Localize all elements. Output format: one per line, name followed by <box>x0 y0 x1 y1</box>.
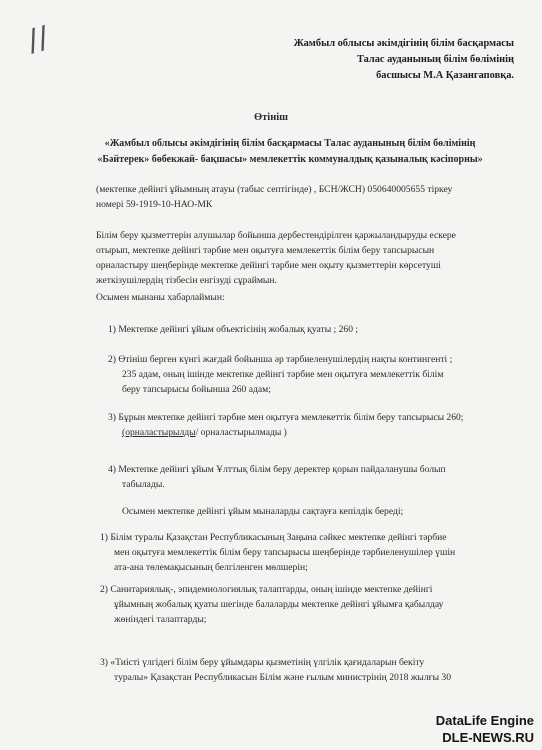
guarantee-item-1 <box>100 530 455 575</box>
watermark-line-1: DataLife Engine <box>435 713 534 728</box>
inform-heading: Осымен мынаны хабарлаймын: <box>96 292 225 303</box>
guarantee-item-3-line: туралы» Қазақстан Республикасын Білім және ғылым министрінің 2018 жылғы 30 <box>114 672 452 683</box>
guarantee-item-1-line: мен оқытуға мемлекеттік білім беру тапсырысы шеңберінде тәрбиеленушілер үшін <box>114 547 456 558</box>
watermark-line-2: DLE-NEWS.RU <box>442 730 534 745</box>
guarantee-item-1-line: ата-ана төлемақысының белгіленген мөлшерін; <box>114 562 308 573</box>
status-rest: / орналастырылмады ) <box>195 427 287 438</box>
guarantee-item-3-line: 3) «Тиісті үлгідегі білім беру ұйымдары қызметінің үлгілік қағидаларын бекіту <box>100 657 425 668</box>
intro-paragraph <box>96 228 456 288</box>
status-selected: (орналастырылды <box>122 427 196 438</box>
intro-line: отырып, мектепке дейінгі тәрбие мен оқытуға мемлекеттік білім беру тапсырысын <box>96 245 435 256</box>
list-item-3-line: 3) Бұрын мектепке дейінгі тәрбие мен оқытуға мемлекеттік білім беру тапсырысы 260; <box>108 412 464 423</box>
addressee-line: Талас ауданының білім бөлімінің <box>356 54 514 65</box>
addressee-line: Жамбыл облысы әкімдігінің білім басқармасы <box>293 38 514 49</box>
list-item-2-line: 235 адам, оның ішінде мектепке дейінгі тәрбие мен оқытуға мемлекеттік білім <box>122 369 444 380</box>
guarantee-heading: Осымен мектепке дейінгі ұйым мыналарды сақтауға кепілдік береді; <box>122 506 404 517</box>
guarantee-item-2-line: жөніндегі талаптарды; <box>114 614 207 625</box>
document-title: Өтініш <box>253 112 289 123</box>
site-watermark <box>436 712 534 746</box>
addressee-block <box>214 36 514 84</box>
list-item-4 <box>108 462 446 492</box>
list-item-1: 1) Мектепке дейінгі ұйым объектісінің жобалық қуаты ; 260 ; <box>108 324 359 335</box>
list-item-2-line: беру тапсырысы бойынша 260 адам; <box>122 384 271 395</box>
guarantee-item-1-line: 1) Білім туралы Қазақстан Республикасының Заңына сәйкес мектепке дейінгі тәрбие <box>100 532 447 543</box>
list-item-3 <box>108 410 463 440</box>
list-item-2 <box>108 352 452 397</box>
guarantee-item-2 <box>100 582 443 627</box>
list-item-2-line: 2) Өтініш берген күнгі жағдай бойынша әр тәрбиеленушілердің нақты контингенті ; <box>108 354 453 365</box>
guarantee-item-2-line: ұйымның жобалық қуаты шегінде балаларды мектепке дейінгі ұйымға қабылдау <box>114 599 444 610</box>
organization-info <box>96 182 452 212</box>
intro-line: орналастыру шеңберінде мектепке дейінгі тәрбие мен оқыту қызметтерін көрсетуші <box>96 260 441 271</box>
guarantee-item-3 <box>100 655 451 685</box>
list-item-4-line: 4) Мектепке дейінгі ұйым Ұлттық білім беру деректер қорын пайдаланушы болып <box>108 464 446 475</box>
addressee-line: басшысы М.А Қазангаповқа. <box>376 70 514 81</box>
handwritten-mark: // <box>23 19 53 60</box>
organization-info-line: (мектепке дейінгі ұйымның атауы (табыс септігінде) , БСН/ЖСН) 050640005655 тіркеу <box>96 184 453 195</box>
organization-info-line: номері 59-1919-10-НАО-МК <box>96 199 213 210</box>
guarantee-item-2-line: 2) Санитариялық-, эпидемиологиялық талаптарды, оның ішінде мектепке дейінгі <box>100 584 433 595</box>
list-item-3-status <box>108 425 463 440</box>
organization-name <box>60 136 520 168</box>
intro-line: Білім беру қызметтерін алушылар бойынша дербестендірілген қаржыландыруды ескере <box>96 230 456 241</box>
list-item-4-line: табылады. <box>122 479 165 490</box>
organization-name-line: «Бәйтерек» бөбекжай- бақшасы» мемлекеттік коммуналдық қазыналық кәсіпорны» <box>97 154 483 165</box>
organization-name-line: «Жамбыл облысы әкімдігінің білім басқармасы Талас ауданының білім бөлімінің <box>104 138 476 149</box>
intro-line: жеткізушілердің тізбесін енгізуді сұраймын. <box>96 275 277 286</box>
